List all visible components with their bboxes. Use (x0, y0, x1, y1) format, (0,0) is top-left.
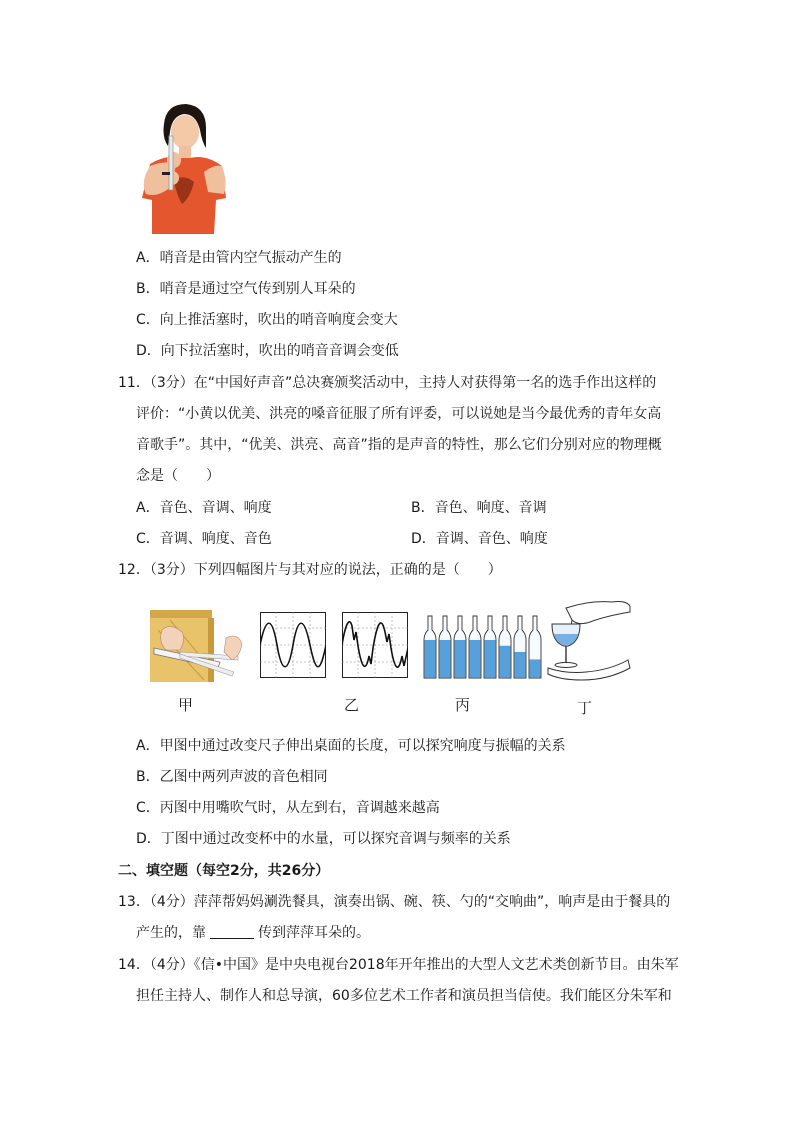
q12-option-b: B．乙图中两列声波的音色相同 (136, 769, 328, 785)
q10-option-a: A．哨音是由管内空气振动产生的 (136, 250, 342, 266)
bottle (424, 616, 436, 678)
q14-line-2: 担任主持人、制作人和总导演，60多位艺术工作者和演员担当信使。我们能区分朱军和 (136, 988, 672, 1004)
caption-yi: 乙 (344, 696, 360, 714)
q10-option-c: C．向上推活塞时，吹出的哨音响度会变大 (136, 312, 398, 328)
bottle (484, 616, 496, 678)
caption-jia: 甲 (178, 696, 194, 714)
q12-option-d: D．丁图中通过改变杯中的水量，可以探究音调与频率的关系 (136, 831, 511, 847)
q13-answer-blank[interactable] (210, 924, 254, 939)
q13-line-2-part-b: 传到萍萍耳朵的。 (258, 925, 370, 941)
q11-option-b: B．音色、响度、音调 (411, 500, 547, 516)
q13-line-2 (136, 923, 370, 943)
figure-yi-waveform-1 (260, 612, 326, 678)
q11-stem-line-4: 念是（ ） (136, 468, 220, 484)
bottle (529, 616, 541, 678)
figure-ding-glass (546, 598, 632, 682)
q11-stem-line-2: 评价：“小黄以优美、洪亮的嗓音征服了所有评委，可以说她是当今最优秀的青年女高 (136, 406, 662, 422)
q11-option-d: D．音调、音色、响度 (411, 531, 548, 547)
figure-yi-waveform-2 (342, 612, 408, 678)
bottle (499, 616, 511, 678)
q10-option-d: D．向下拉活塞时，吹出的哨音音调会变低 (136, 343, 399, 359)
q13-line-2-part-a: 产生的，靠 (136, 925, 206, 941)
q14-line-1: 14．（4分）《信•中国》是中央电视台2018年开年推出的大型人文艺术类创新节目。由朱军 (118, 957, 679, 973)
q10-option-b: B．哨音是通过空气传到别人耳朵的 (136, 281, 356, 297)
q12-option-a: A．甲图中通过改变尺子伸出桌面的长度，可以探究响度与振幅的关系 (136, 738, 566, 754)
caption-ding: 丁 (577, 699, 593, 717)
section-2-title: 二、填空题（每空2分，共26分） (118, 863, 330, 879)
bottle (469, 616, 481, 678)
figure-jia-ruler (150, 610, 245, 682)
q13-line-1: 13．（4分）萍萍帮妈妈涮洗餐具，演奏出锅、碗、筷、勺的“交响曲”，响声是由于餐具的 (118, 894, 671, 910)
bottle (454, 616, 466, 678)
girl-whistle-figure (136, 102, 228, 234)
q11-stem-line-3: 音歌手”。其中，“优美、洪亮、高音”指的是声音的特性，那么它们分别对应的物理概 (136, 437, 662, 453)
q12-stem: 12．（3分）下列四幅图片与其对应的说法，正确的是（ ） (118, 562, 502, 578)
figure-bing-bottles (422, 614, 544, 680)
caption-bing: 丙 (455, 696, 471, 714)
q11-stem-line-1: 11．（3分）在“中国好声音”总决赛颁奖活动中，主持人对获得第一名的选手作出这样的 (118, 375, 657, 391)
bottle (439, 616, 451, 678)
bottle (514, 616, 526, 678)
q11-option-c: C．音调、响度、音色 (136, 531, 272, 547)
q12-option-c: C．丙图中用嘴吹气时，从左到右，音调越来越高 (136, 800, 440, 816)
q11-option-a: A．音色、音调、响度 (136, 500, 272, 516)
